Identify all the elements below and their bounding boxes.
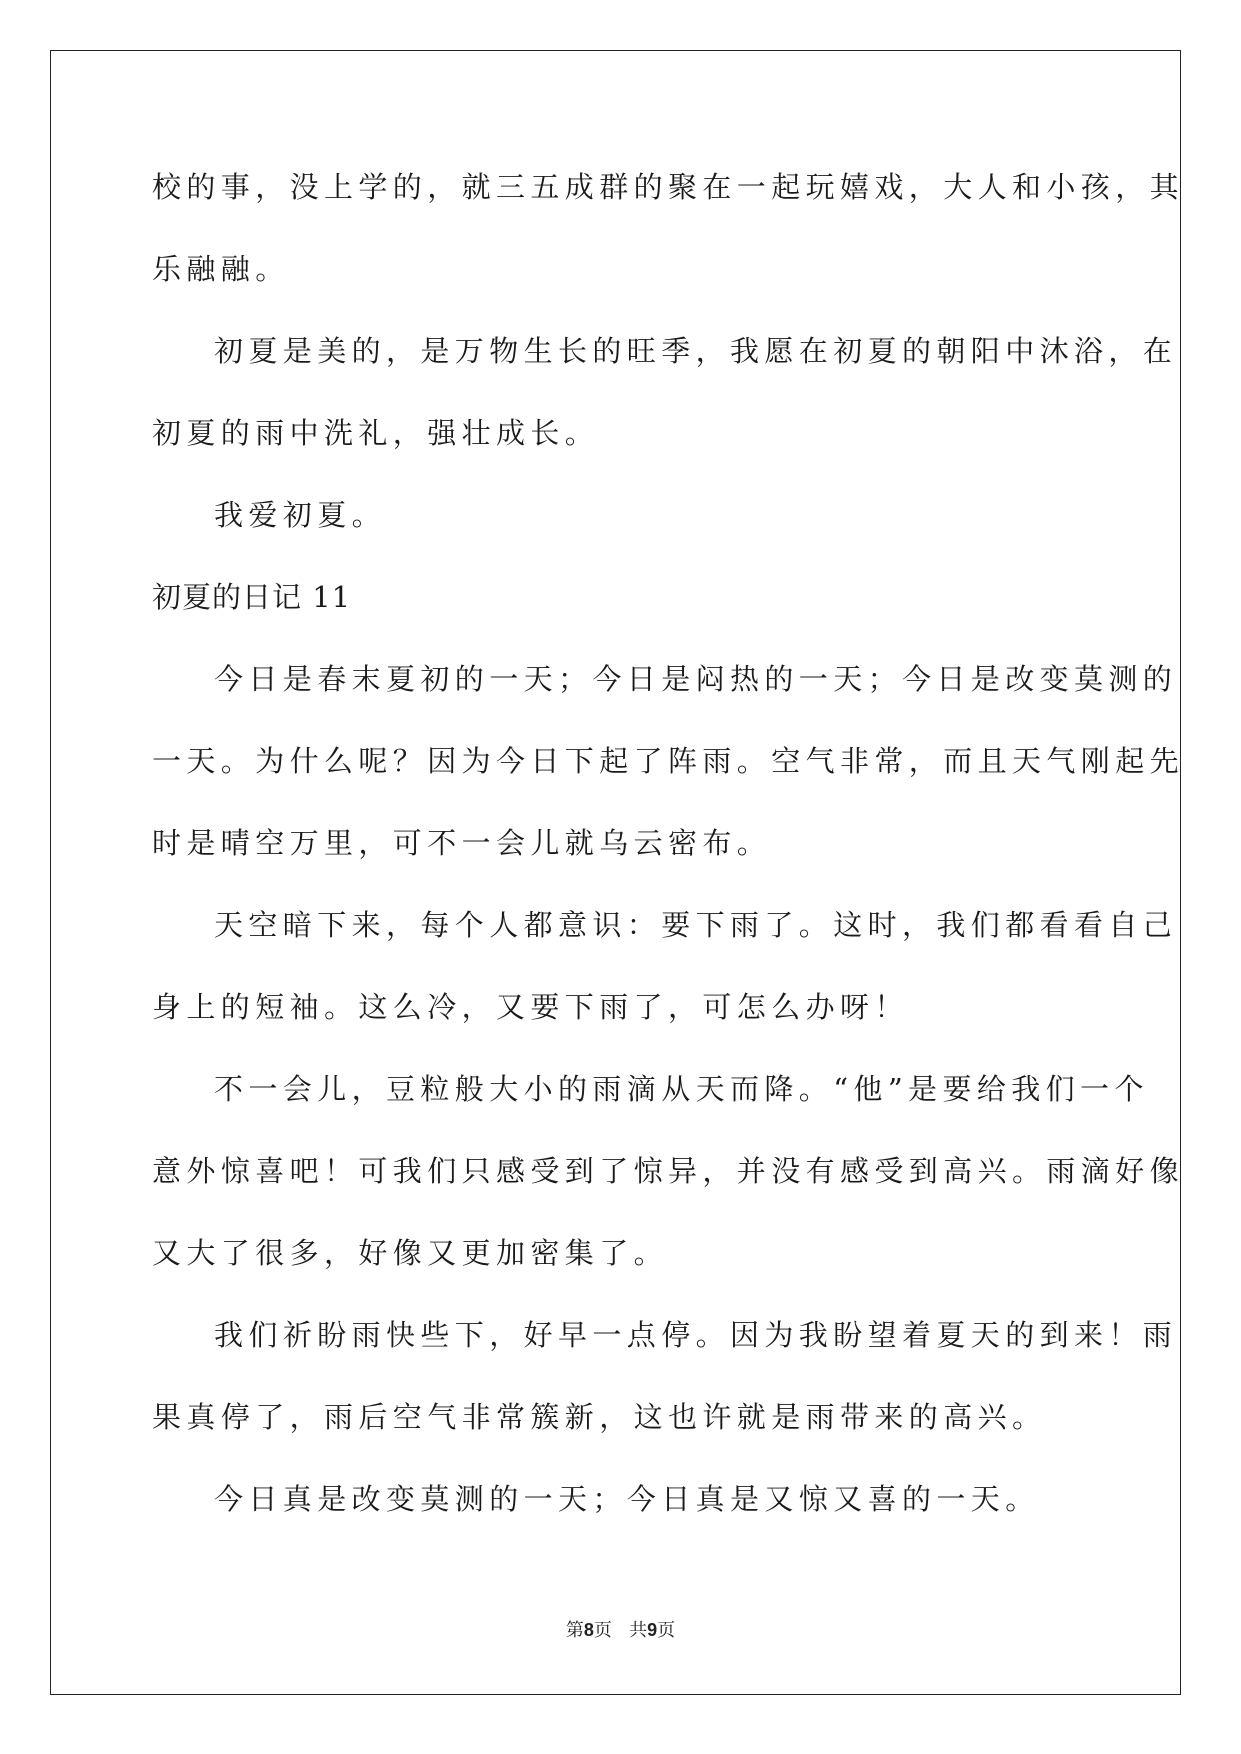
paragraph-line: 天空暗下来，每个人都意识：要下雨了。这时，我们都看看自己	[214, 908, 1178, 942]
footer-prefix: 第	[565, 1620, 584, 1641]
section-heading: 初夏的日记 11	[152, 580, 352, 614]
footer-middle: 页 共	[593, 1620, 648, 1641]
text-line: 校的事，没上学的，就三五成群的聚在一起玩嬉戏，大人和小孩，其	[152, 170, 1185, 204]
paragraph-line: 不一会儿，豆粒般大小的雨滴从天而降。“他”是要给我们一个	[214, 1072, 1149, 1106]
paragraph-line: 初夏是美的，是万物生长的旺季，我愿在初夏的朝阳中沐浴，在	[214, 334, 1178, 368]
text-line: 果真停了，雨后空气非常簇新，这也许就是雨带来的高兴。	[152, 1400, 1047, 1434]
text-line: 乐融融。	[152, 252, 290, 286]
paragraph-line: 我们祈盼雨快些下，好早一点停。因为我盼望着夏天的到来！雨	[214, 1318, 1178, 1352]
current-page-number: 8	[583, 1620, 594, 1640]
document-body	[152, 146, 1185, 1540]
paragraph-line: 我爱初夏。	[214, 498, 387, 532]
footer-suffix: 页	[657, 1620, 676, 1641]
page-footer	[0, 1616, 1241, 1642]
text-line: 初夏的雨中洗礼，强壮成长。	[152, 416, 600, 450]
text-line: 意外惊喜吧！可我们只感受到了惊异，并没有感受到高兴。雨滴好像	[152, 1154, 1185, 1188]
paragraph-line: 今日是春末夏初的一天；今日是闷热的一天；今日是改变莫测的	[214, 662, 1178, 696]
text-line: 时是晴空万里，可不一会儿就乌云密布。	[152, 826, 772, 860]
paragraph-line: 今日真是改变莫测的一天；今日真是又惊又喜的一天。	[214, 1482, 1040, 1516]
text-line: 又大了很多，好像又更加密集了。	[152, 1236, 669, 1270]
total-pages-number: 9	[647, 1620, 658, 1640]
text-line: 一天。为什么呢？因为今日下起了阵雨。空气非常，而且天气刚起先	[152, 744, 1185, 778]
text-line: 身上的短袖。这么冷，又要下雨了，可怎么办呀！	[152, 990, 909, 1024]
